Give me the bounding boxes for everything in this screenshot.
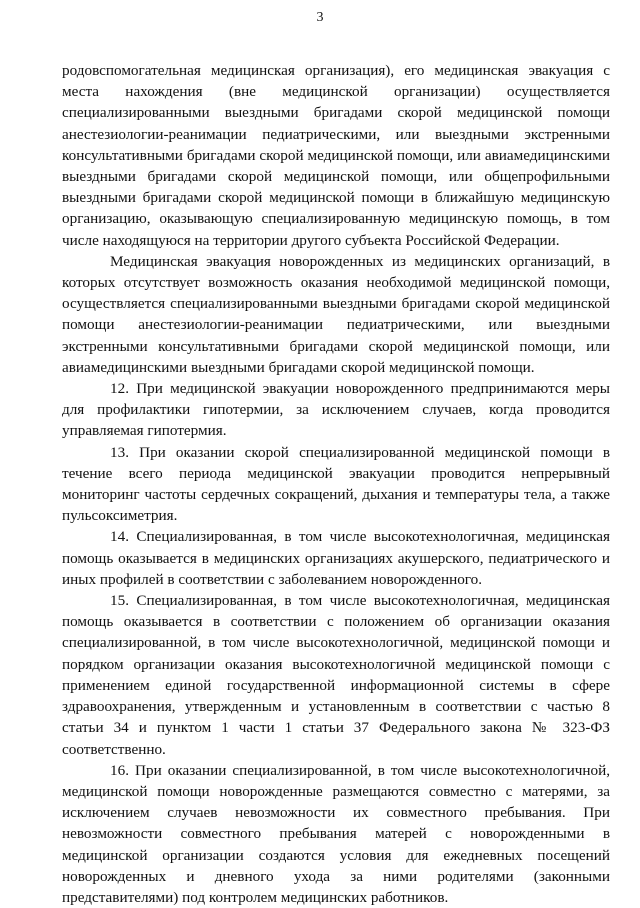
paragraph-item-16: 16. При оказании специализированной, в том числе высокотехнологичной, медицинской помощи новорожденные размещаются совместно с матерями, за исключением случаев невозможности их совместного пребывания. При невозможности совместного пребывания матерей с новорожденными в медицинской организации создаются условия для ежедневных посещений новорожденных и дневного ухода за ними родителями (законными представителями) под контролем медицинских работников. (62, 761, 610, 906)
paragraph-evacuation: Медицинская эвакуация новорожденных из медицинских организаций, в которых отсутствует возможность оказания необходимой медицинской помощи, осуществляется специализированными выездными бригадами скорой медицинской помощи анестезиологии-реанимации педиатрическими, или выездными экстренными консультативными бригадами скорой медицинской помощи, или авиамедицинскими выездными бригадами скорой медицинской помощи. (62, 252, 610, 376)
paragraph-continuation: родовспомогательная медицинская организация), его медицинская эвакуация с места нахождения (вне медицинской организации) осуществляется специализированными выездными бригадами скорой медицинской помощи анестезиологии-реанимации педиатрическими, или выездными экстренными консультативными бригадами скорой медицинской помощи, или авиамедицинскими выездными бригадами скорой медицинской помощи, или общепрофильными выездными бригадами скорой медицинской помощи в ближайшую медицинскую организацию, оказывающую специализированную медицинскую помощь, в том числе находящуюся на территории другого субъекта Российской Федерации. (62, 62, 610, 249)
page-number: 3 (316, 10, 324, 25)
paragraph-item-15: 15. Специализированная, в том числе высокотехнологичная, медицинская помощь оказывается в соответствии с положением об организации оказания специализированной, в том числе высокотехнологичной, медицинской помощи и порядком организации оказания высокотехнологичной медицинской помощи с применением единой государственной информационной системы в сфере здравоохранения, утвержденным и установленным в соответствии с частью 8 статьи 34 и пунктом 1 части 1 статьи 37 Федерального закона № 323-ФЗ соответственно. (62, 592, 610, 758)
document-body (62, 60, 610, 908)
paragraph-item-14: 14. Специализированная, в том числе высокотехнологичная, медицинская помощь оказывается в медицинских организациях акушерского, педиатрического и иных профилей в соответствии с заболеванием новорожденного. (62, 528, 610, 588)
paragraph-item-12: 12. При медицинской эвакуации новорожденного предпринимаются меры для профилактики гипотермии, за исключением случаев, когда проводится управляемая гипотермия. (62, 380, 610, 440)
paragraph-item-13: 13. При оказании скорой специализированной медицинской помощи в течение всего периода медицинской эвакуации проводится непрерывный мониторинг частоты сердечных сокращений, дыхания и температуры тела, а также пульсоксиметрия. (62, 443, 610, 525)
